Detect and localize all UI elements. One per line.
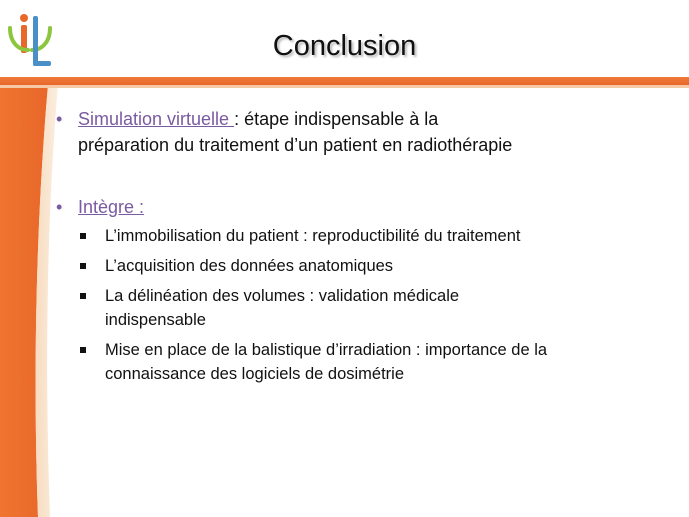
list-item — [56, 284, 682, 332]
page-title: Conclusion — [272, 30, 417, 62]
square-bullet-icon — [80, 293, 86, 299]
slide-content — [56, 106, 682, 392]
keyword-integre: Intègre — [78, 197, 140, 217]
list-item-text: La délinéation des volumes : validation médicale — [105, 287, 460, 305]
list-item-text: L’immobilisation du patient : reproductibilité du traitement — [105, 227, 521, 245]
bullet-icon: • — [56, 109, 63, 129]
list-item — [56, 254, 682, 278]
keyword-simulation: Simulation virtuelle — [78, 109, 235, 129]
square-bullet-icon — [80, 263, 86, 269]
list-item-text: L’acquisition des données anatomiques — [105, 257, 394, 275]
sub-list — [56, 224, 682, 386]
point-text-continued: préparation du traitement d’un patient en radiothérapie — [78, 135, 513, 155]
list-item-text-continued: indispensable — [105, 311, 206, 329]
list-item-text-continued: connaissance des logiciels de dosimétrie — [105, 365, 404, 383]
point-text: : étape indispensable à la — [234, 109, 439, 129]
bullet-point-simulation — [56, 106, 682, 158]
bullet-icon: • — [56, 197, 63, 217]
list-item-text: Mise en place de la balistique d’irradiation : importance de la — [105, 341, 548, 359]
point-colon: : — [139, 197, 145, 217]
square-bullet-icon — [80, 347, 86, 353]
list-item — [56, 224, 682, 248]
bullet-point-integre — [56, 194, 682, 220]
list-item — [56, 338, 682, 386]
square-bullet-icon — [80, 233, 86, 239]
header-rule — [0, 77, 689, 85]
